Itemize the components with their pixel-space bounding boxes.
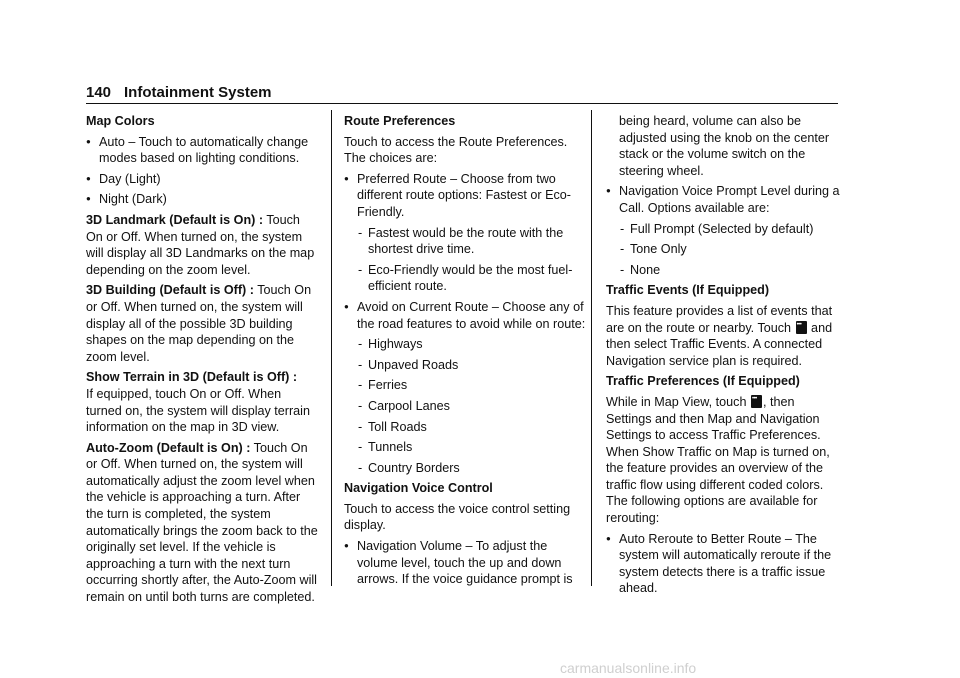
terrain-label: Show Terrain in 3D (Default is Off) : xyxy=(86,370,298,385)
column-divider xyxy=(591,110,592,586)
list-item: ● Navigation Voice Prompt Level during a Call. Options available are: xyxy=(606,183,842,216)
header-rule xyxy=(86,103,838,104)
landmark-paragraph xyxy=(86,212,318,278)
sub-list-item: - Tunnels xyxy=(344,439,589,456)
menu-icon xyxy=(751,395,762,408)
building-label: 3D Building (Default is Off) : xyxy=(86,283,254,298)
column-divider xyxy=(331,110,332,586)
voice-control-heading: Navigation Voice Control xyxy=(344,481,493,496)
page-number: 140 xyxy=(86,84,112,101)
autozoom-label: Auto-Zoom (Default is On) : xyxy=(86,440,251,455)
list-item: ● Auto Reroute to Better Route – The system will automatically reroute if the system detects there is a traffic issue ahead. xyxy=(606,531,842,597)
sub-list-item: - Fastest would be the route with the shortest drive time. xyxy=(344,225,589,258)
traffic-prefs-text: While in Map View, touch xyxy=(606,394,750,409)
landmark-text: Touch On or Off. When turned on, the system will display all 3D Landmarks on the map depending on the zoom level. xyxy=(86,212,315,277)
column-1 xyxy=(86,113,318,610)
section-title: Infotainment System xyxy=(124,84,272,101)
sub-list-item: - Highways xyxy=(344,336,589,353)
sub-list-item: - Ferries xyxy=(344,377,589,394)
list-item-continued: being heard, volume can also be adjusted using the knob on the center stack or the volume switch on the steering wheel. xyxy=(619,114,830,178)
traffic-preferences-paragraph xyxy=(606,394,842,527)
sub-list-item: - None xyxy=(606,262,842,279)
watermark: carmanualsonline.info xyxy=(560,660,697,676)
list-item: ● Navigation Volume – To adjust the volume level, touch the up and down arrows. If the voice guidance prompt is xyxy=(344,538,589,588)
landmark-label: 3D Landmark (Default is On) : xyxy=(86,212,264,227)
terrain-paragraph xyxy=(86,369,318,435)
traffic-events-text-2: and then select Traffic Events. A connected Navigation service plan is required. xyxy=(606,320,833,368)
autozoom-text: Touch On or Off. When turned on, the system will automatically adjust the zoom level when the vehicle is approaching a turn. After the turn is completed, the system automatically brings the zoom back to the originally set level. If the vehicle is approaching a turn with the next turn occurring shortly after, the Auto-Zoom will remain on until both turns are completed. xyxy=(86,440,318,605)
sub-list-item: - Tone Only xyxy=(606,241,842,258)
column-3 xyxy=(606,113,842,601)
menu-icon xyxy=(796,321,807,334)
traffic-events-paragraph xyxy=(606,303,842,369)
sub-list-item: - Unpaved Roads xyxy=(344,357,589,374)
traffic-events-heading: Traffic Events (If Equipped) xyxy=(606,283,770,298)
traffic-prefs-text-2: , then Settings and then Map and Navigation Settings to access Traffic Preferences. When Show Traffic on Map is turned on, the feature provides an overview of the traffic flow using different coded colors. The following options are available for rerouting: xyxy=(606,394,830,526)
sub-list-item: - Eco-Friendly would be the most fuel-efficient route. xyxy=(344,262,589,295)
list-item: ● Day (Light) xyxy=(86,171,318,188)
autozoom-paragraph xyxy=(86,440,318,606)
traffic-preferences-heading: Traffic Preferences (If Equipped) xyxy=(606,374,800,389)
list-item: ● Avoid on Current Route – Choose any of the road features to avoid while on route: xyxy=(344,299,589,332)
sub-list-item: - Toll Roads xyxy=(344,419,589,436)
route-intro: Touch to access the Route Preferences. The choices are: xyxy=(344,134,568,166)
list-item: ● Preferred Route – Choose from two different route options: Fastest or Eco-Friendly. xyxy=(344,171,589,221)
building-text: Touch On or Off. When turned on, the system will display all of the possible 3D building shapes on the map depending on the zoom level. xyxy=(86,283,312,364)
sub-list-item: - Country Borders xyxy=(344,460,589,477)
traffic-events-text: This feature provides a list of events that are on the route or nearby. Touch xyxy=(606,303,833,335)
page-header xyxy=(86,84,838,104)
route-preferences-heading: Route Preferences xyxy=(344,114,456,128)
map-colors-heading: Map Colors xyxy=(86,114,155,128)
building-paragraph xyxy=(86,282,318,365)
voice-intro: Touch to access the voice control setting display. xyxy=(344,501,571,533)
column-2 xyxy=(344,113,589,592)
terrain-text: If equipped, touch On or Off. When turned on, the system will display terrain information on the map in 3D view. xyxy=(86,386,310,435)
list-item: ● Auto – Touch to automatically change modes based on lighting conditions. xyxy=(86,134,318,167)
list-item: ● Night (Dark) xyxy=(86,191,318,208)
sub-list-item: - Full Prompt (Selected by default) xyxy=(606,221,842,238)
sub-list-item: - Carpool Lanes xyxy=(344,398,589,415)
